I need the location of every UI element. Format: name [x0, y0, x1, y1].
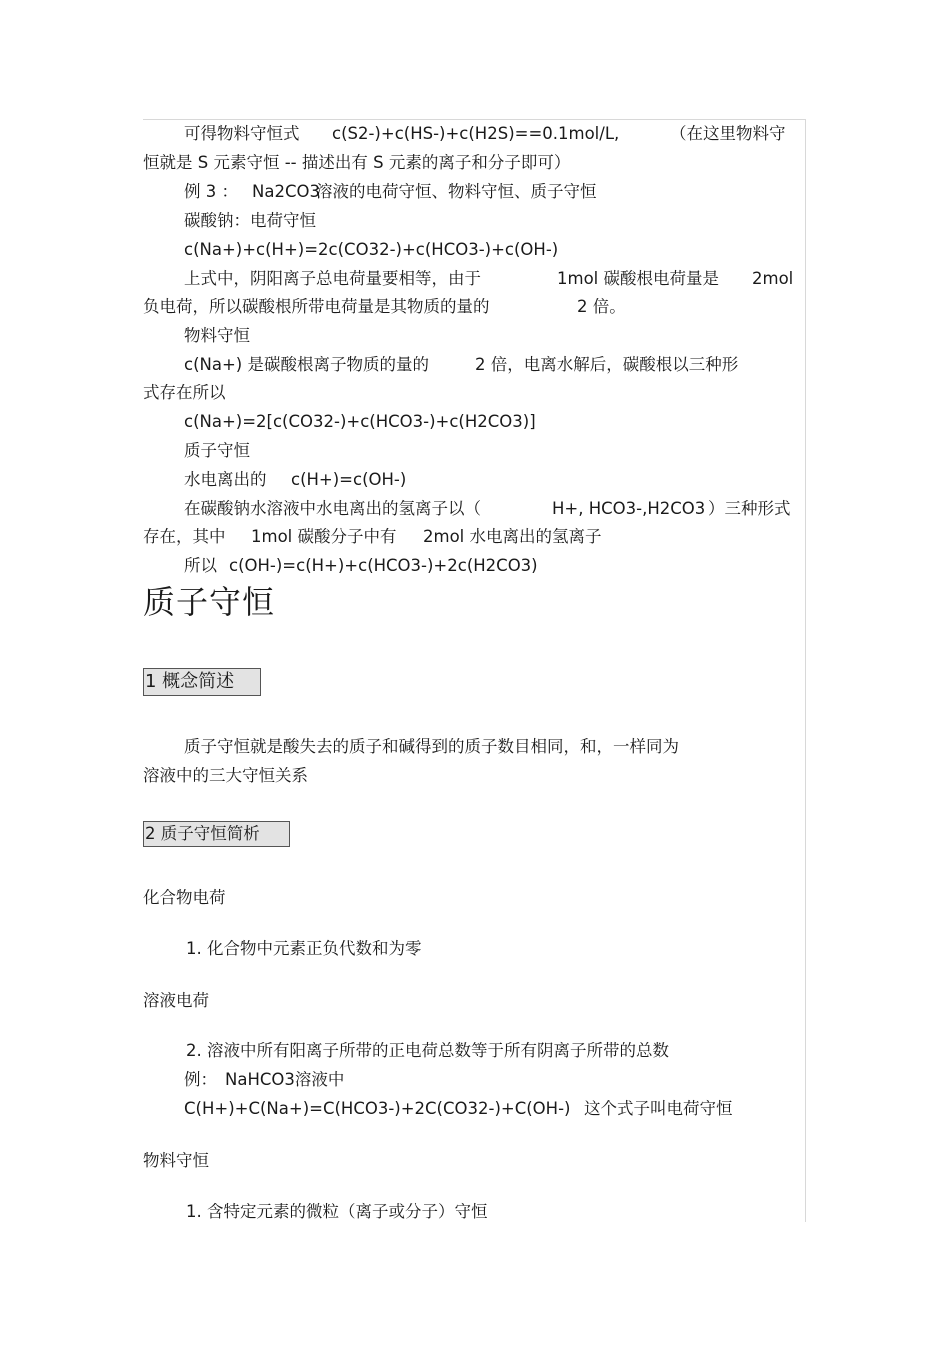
subheading: 物料守恒: [143, 1151, 209, 1170]
formula: c(Na+)+c(H+)=2c(CO32-)+c(HCO3-)+c(OH-): [184, 240, 559, 259]
text-line: 可得物料守恒式: [184, 124, 300, 143]
subheading: 化合物电荷: [143, 888, 226, 907]
list-item: 2. 溶液中所有阳离子所带的正电荷总数等于所有阴离子所带的总数: [186, 1041, 669, 1060]
text-line: 2mol: [752, 269, 794, 288]
text-line: c(Na+) 是碳酸根离子物质的量的: [184, 355, 429, 374]
text-line: 这个式子叫电荷守恒: [584, 1099, 733, 1118]
text-line: 2 倍，电离水解后，碳酸根以三种形: [475, 355, 739, 374]
text-line: 碳酸钠：电荷守恒: [184, 211, 316, 230]
formula: c(S2-)+c(HS-)+c(H2S)==0.1mol/L,: [332, 124, 620, 143]
paragraph-line: 质子守恒就是酸失去的质子和碱得到的质子数目相同，和，一样同为: [184, 737, 679, 756]
text-line: 质子守恒: [184, 441, 250, 460]
section-heading: 质子守恒: [143, 583, 276, 621]
text-line: 所以: [184, 556, 217, 575]
text-line: 1mol 碳酸分子中有: [251, 527, 397, 546]
text-line: 式存在所以: [143, 383, 226, 402]
formula: NaHCO3溶液中: [225, 1070, 345, 1089]
text-line: 1mol 碳酸根电荷量是: [557, 269, 719, 288]
text-line: 在碳酸钠水溶液中水电离出的氢离子以（: [184, 499, 481, 518]
text-line: 恒就是 S 元素守恒 -- 描述出有 S 元素的离子和分子即可）: [143, 153, 571, 172]
list-item: 1. 化合物中元素正负代数和为零: [186, 939, 422, 958]
text-line: 负电荷，所以碳酸根所带电荷量是其物质的量的: [143, 297, 490, 316]
text-line: 物料守恒: [184, 326, 250, 345]
text-line: 水电离出的: [184, 470, 267, 489]
text-line: 存在，其中: [143, 527, 226, 546]
text-line: 溶液的电荷守恒、物料守恒、质子守恒: [316, 182, 597, 201]
section-label-concept: 1 概念简述: [143, 668, 261, 696]
text-line: ）三种形式: [708, 499, 791, 518]
text-line: 上式中，阴阳离子总电荷量要相等，由于: [184, 269, 481, 288]
text-line: 2mol 水电离出的氢离子: [423, 527, 602, 546]
text-line: 例 3 ：: [184, 182, 238, 201]
section-label-analysis: 2 质子守恒简析: [143, 821, 290, 847]
text-line: 2 倍。: [577, 297, 626, 316]
formula: c(H+)=c(OH-): [291, 470, 407, 489]
paragraph-line: 溶液中的三大守恒关系: [143, 766, 308, 785]
formula: C(H+)+C(Na+)=C(HCO3-)+2C(CO32-)+C(OH-): [184, 1099, 571, 1118]
formula: H+, HCO3-,H2CO3: [552, 499, 706, 518]
subheading: 溶液电荷: [143, 991, 209, 1010]
formula: c(OH-)=c(H+)+c(HCO3-)+2c(H2CO3): [229, 556, 538, 575]
list-item: 1. 含特定元素的微粒（离子或分子）守恒: [186, 1202, 488, 1221]
formula: c(Na+)=2[c(CO32-)+c(HCO3-)+c(H2CO3)]: [184, 412, 536, 431]
formula: Na2CO3: [252, 182, 320, 201]
text-line: （在这里物料守: [670, 124, 786, 143]
text-line: 例：: [184, 1070, 217, 1089]
